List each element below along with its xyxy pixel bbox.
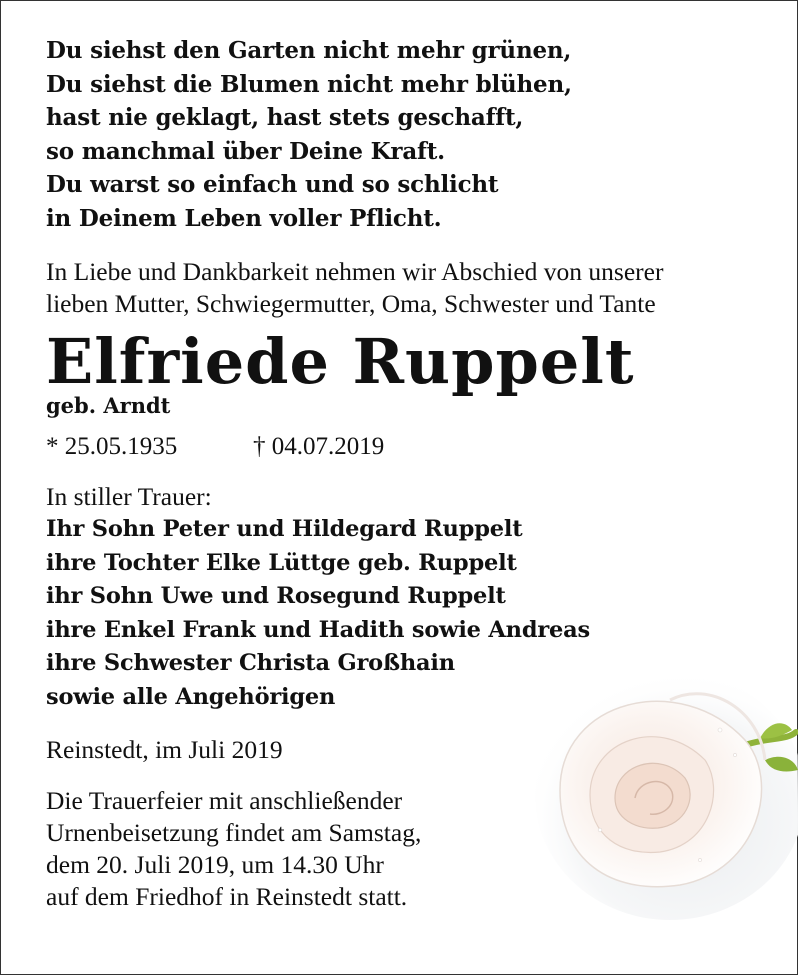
mourner-line: ihre Schwester Christa Großhain bbox=[46, 650, 455, 676]
obituary-content bbox=[46, 34, 766, 913]
farewell-intro bbox=[46, 256, 766, 320]
poem-line: in Deinem Leben voller Pflicht. bbox=[46, 204, 442, 232]
mourners-title: In stiller Trauer: bbox=[46, 482, 212, 511]
birth-date: * 25.05.1935 bbox=[46, 433, 178, 460]
mourner-line: sowie alle Angehörigen bbox=[46, 683, 336, 710]
deceased-name: Elfriede Ruppelt bbox=[46, 325, 635, 398]
poem-line: Du warst so einfach und so schlicht bbox=[46, 171, 499, 198]
mourner-line: Ihr Sohn Peter und Hildegard Ruppelt bbox=[46, 516, 523, 542]
poem-line: Du siehst die Blumen nicht mehr blühen, bbox=[46, 70, 572, 98]
life-dates bbox=[46, 432, 766, 462]
mourner-line: ihr Sohn Uwe und Rosegund Ruppelt bbox=[46, 583, 506, 609]
memorial-poem bbox=[46, 34, 766, 235]
ceremony-line: Urnenbeisetzung findet am Samstag, bbox=[46, 818, 422, 847]
ceremony-info bbox=[46, 785, 766, 913]
ceremony-line: Die Trauerfeier mit anschließender bbox=[46, 786, 403, 815]
poem-line: so manchmal über Deine Kraft. bbox=[46, 137, 445, 165]
poem-line: hast nie geklagt, hast stets geschafft, bbox=[46, 104, 524, 131]
intro-line: In Liebe und Dankbarkeit nehmen wir Abschied von unserer bbox=[46, 257, 664, 286]
mourner-line: ihre Enkel Frank und Hadith sowie Andreas bbox=[46, 616, 590, 643]
mourner-line: ihre Tochter Elke Lüttge geb. Ruppelt bbox=[46, 549, 517, 576]
ceremony-line: auf dem Friedhof in Reinstedt statt. bbox=[46, 882, 408, 911]
place-and-date: Reinstedt, im Juli 2019 bbox=[46, 735, 283, 764]
birth-name: geb. Arndt bbox=[46, 393, 171, 418]
poem-line: Du siehst den Garten nicht mehr grünen, bbox=[46, 37, 572, 64]
ceremony-line: dem 20. Juli 2019, um 14.30 Uhr bbox=[46, 850, 384, 879]
death-date: † 04.07.2019 bbox=[253, 433, 385, 460]
mourners-list bbox=[46, 513, 766, 714]
intro-line: lieben Mutter, Schwiegermutter, Oma, Schwester und Tante bbox=[46, 289, 656, 318]
